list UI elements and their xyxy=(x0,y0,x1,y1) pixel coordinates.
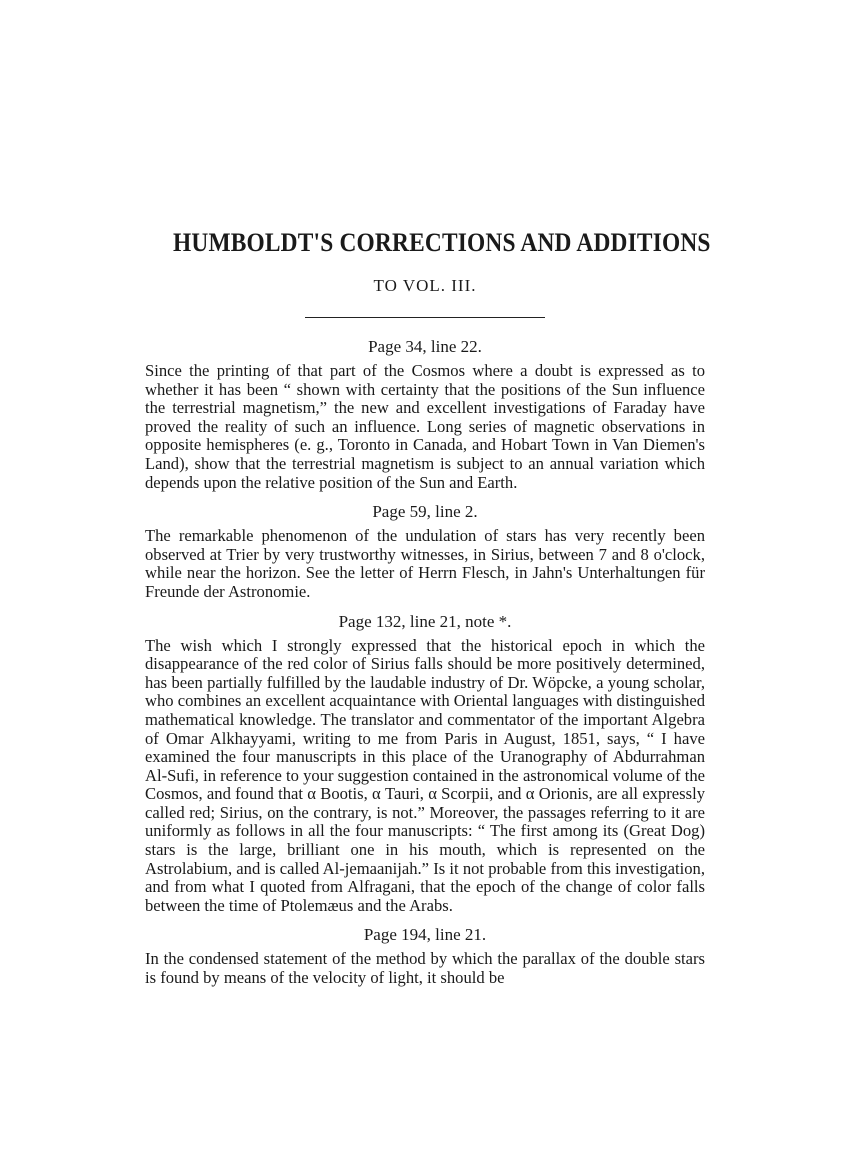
section-heading: Page 59, line 2. xyxy=(372,502,478,522)
section-text: Since the printing of that part of the Cosmos where a doubt is expressed as to whether it has been “ shown with certainty that the positions of the Sun influence the terrestrial magnetism,” the new and excellent investigations of Faraday have proved the reality of such an influence. Long series of magnetic observations in opposite hemispheres (e. g., Toronto in Canada, and Hobart Town in Van Diemen's Land), show that the terrestrial magnetism is subject to an annual variation which depends upon the relative position of the Sun and Earth. xyxy=(145,361,705,492)
section-heading: Page 34, line 22. xyxy=(368,337,482,356)
correction-section xyxy=(145,611,705,916)
section-heading: Page 132, line 21, note *. xyxy=(338,611,512,631)
page-subtitle: TO VOL. III. xyxy=(373,276,477,295)
corrections-list xyxy=(145,336,705,997)
section-text: In the condensed statement of the method by which the parallax of the double stars is found by means of the velocity of light, it should be xyxy=(145,949,705,988)
correction-section xyxy=(145,924,705,987)
section-text: The remarkable phenomenon of the undulation of stars has very recently been observed at Trier by very trustworthy witnesses, in Sirius, between 7 and 8 o'clock, while near the horizon. See the letter of Herrn Flesch, in Jahn's Unterhaltungen für Freunde der Astronomie. xyxy=(145,526,705,601)
page-title: HUMBOLDT'S CORRECTIONS AND ADDITIONS xyxy=(173,228,711,257)
correction-section xyxy=(145,336,705,492)
section-heading: Page 194, line 21. xyxy=(363,925,487,945)
correction-section xyxy=(145,501,705,601)
section-text: The wish which I strongly expressed that the historical epoch in which the disappearance of the red color of Sirius falls should be more positively determined, has been partially fulfilled by the laudable industry of Dr. Wöpcke, a young scholar, who combines an excellent acquaintance with Oriental languages with distinguished mathematical knowledge. The translator and commentator of the important Algebra of Omar Alkhayyami, writing to me from Paris in August, 1851, says, “ I have examined the four manuscripts in this place of the Uranography of Abdurrahman Al-Sufi, in reference to your suggestion contained in the astronomical volume of the Cosmos, and found that α Bootis, α Tauri, α Scorpii, and α Orionis, are all expressly called red; Sirius, on the contrary, is not.” Moreover, the passages referring to it are uniformly as follows in all the four manuscripts: “ The first among its (Great Dog) stars is the large, brilliant one in his mouth, which is represented on the Astrolabium, and is called Al-jemaanijah.” Is it not probable from this investigation, and from what I quoted from Alfragani, that the epoch of the change of color falls between the time of Ptolemæus and the Arabs. xyxy=(145,635,705,915)
title-divider xyxy=(305,317,545,318)
